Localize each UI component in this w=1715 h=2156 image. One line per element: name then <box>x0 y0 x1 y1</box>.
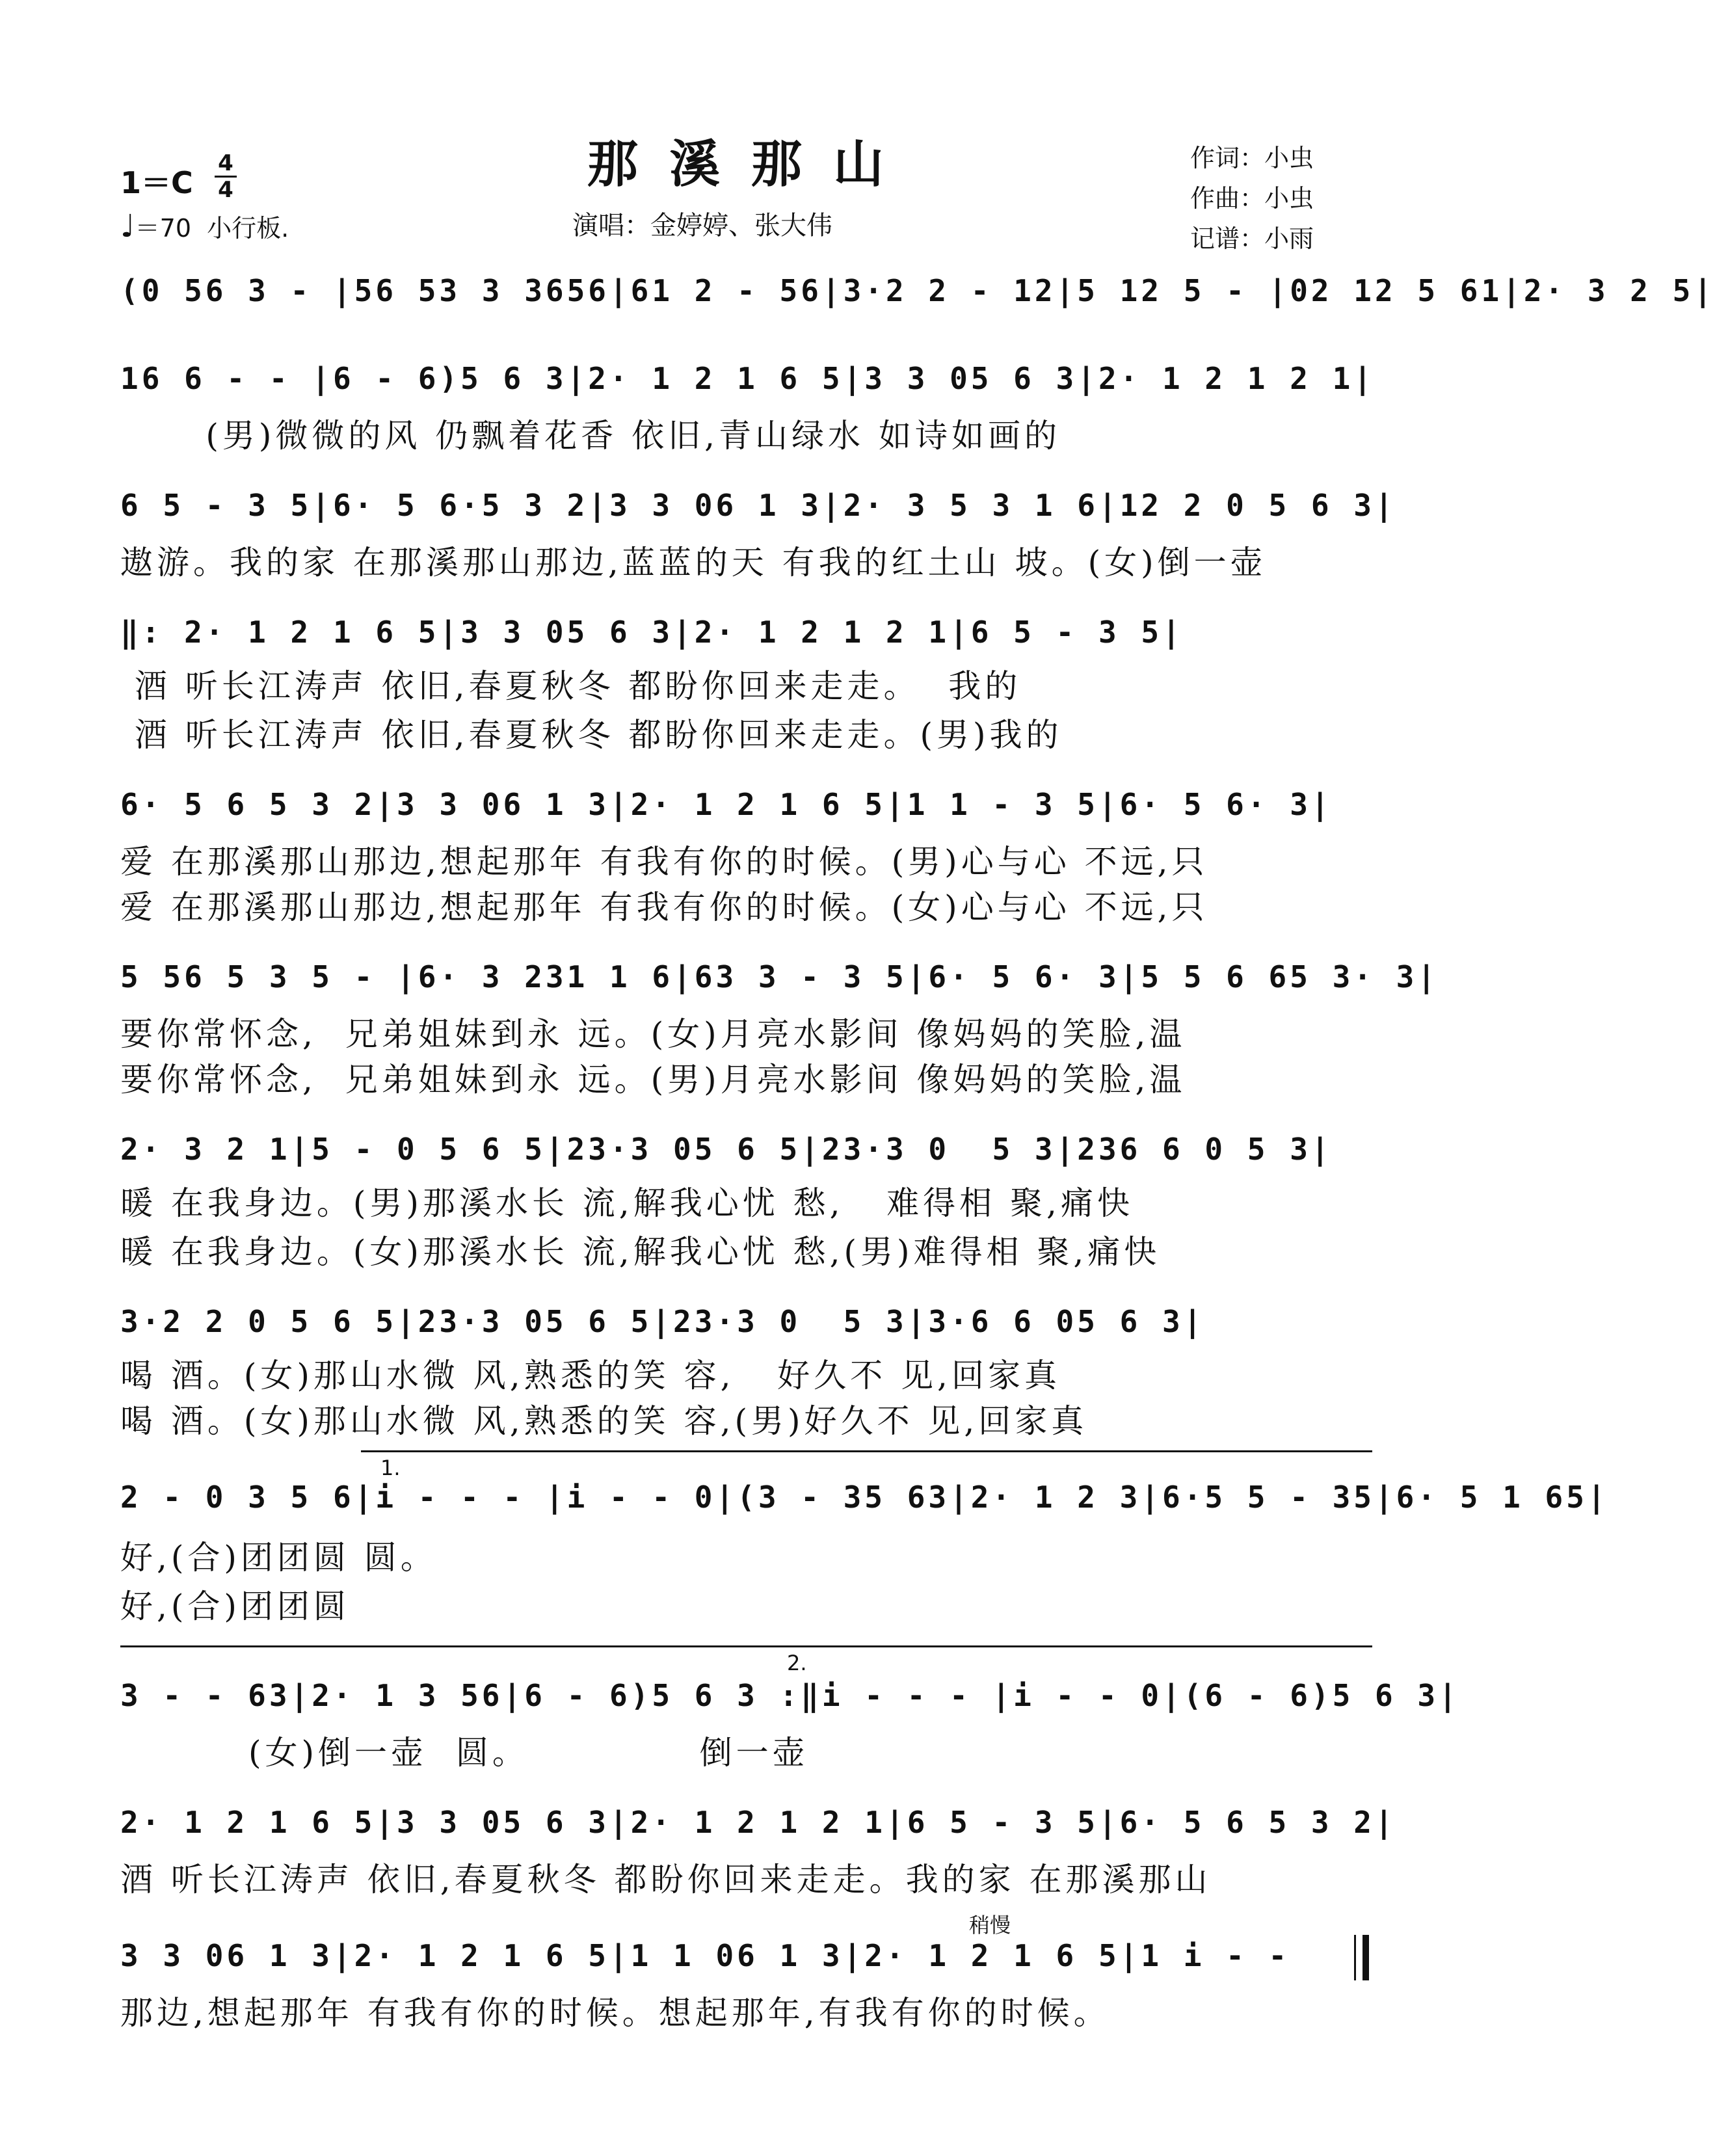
tempo-slower-mark: 稍慢 <box>969 1913 1011 1937</box>
lyric-line-5b: 爱 在那溪那山那边,想起那年 有我有你的时候。(女)心与心 不远,只 <box>120 888 1208 926</box>
score-line-2: 16 6 - - |6 - 6)5 6 3|2· 1 2 1 6 5|3 3 05 6 3|2· 1 2 1 2 1| <box>120 361 1375 396</box>
lyric-line-5a: 爱 在那溪那山那边,想起那年 有我有你的时候。(男)心与心 不远,只 <box>120 843 1208 881</box>
key-signature: 1＝C <box>120 165 193 200</box>
score-line-6: 5 56 5 3 5 - |6· 3 231 1 6|63 3 - 3 5|6· 5 6· 3|5 5 6 65 3· 3| <box>120 959 1439 994</box>
score-line-11: 2· 1 2 1 6 5|3 3 05 6 3|2· 1 2 1 2 1|6 5 - 3 5|6· 5 6 5 3 2| <box>120 1805 1396 1840</box>
lyric-line-12: 那边,想起那年 有我有你的时候。想起那年,有我有你的时候。 <box>120 1994 1110 2032</box>
volta-2-label: 2. <box>787 1651 807 1675</box>
final-barline-thin <box>1354 1935 1356 1980</box>
lyric-line-7a: 暖 在我身边。(男)那溪水长 流,解我心忧 愁, 难得相 聚,痛快 <box>120 1184 1134 1222</box>
lyric-line-2: (男)微微的风 仍飘着花香 依旧,青山绿水 如诗如画的 <box>120 417 1061 455</box>
credits <box>1190 138 1314 259</box>
score-line-4: ‖: 2· 1 2 1 6 5|3 3 05 6 3|2· 1 2 1 2 1|6 5 - 3 5| <box>120 615 1184 650</box>
volta-1-label: 1. <box>380 1456 401 1480</box>
lyric-line-10: (女)倒一壶 圆。 倒一壶 <box>120 1734 809 1772</box>
score-line-9: 2 - 0 3 5 6|i - - - |i - - 0|(3 - 35 63|2· 1 2 3|6·5 5 - 35|6· 5 1 65| <box>120 1480 1609 1515</box>
lyric-line-11: 酒 听长江涛声 依旧,春夏秋冬 都盼你回来走走。我的家 在那溪那山 <box>120 1861 1212 1898</box>
score-line-12: 3 3 06 1 3|2· 1 2 1 6 5|1 1 06 1 3|2· 1 2 1 6 5|1 i - - <box>120 1938 1290 1973</box>
lyric-line-8b: 喝 酒。(女)那山水微 风,熟悉的笑 容,(男)好久不 见,回家真 <box>120 1402 1088 1440</box>
quarter-note-icon: ♩ <box>120 208 135 245</box>
lyric-line-6a: 要你常怀念, 兄弟姐妹到永 远。(女)月亮水影间 像妈妈的笑脸,温 <box>120 1015 1186 1053</box>
singers: 演唱：金婷婷、张大伟 <box>572 211 832 241</box>
score-line-10: 3 - - 63|2· 1 3 56|6 - 6)5 6 3 :‖i - - - |i - - 0|(6 - 6)5 6 3| <box>120 1678 1460 1713</box>
composer: 作曲：小虫 <box>1190 184 1314 213</box>
meter-top: 4 <box>218 150 233 176</box>
tempo-term: 小行板. <box>207 214 289 243</box>
song-title: 那溪那山 <box>587 135 915 194</box>
lyricist: 作词：小虫 <box>1190 144 1314 172</box>
volta-2-bracket <box>120 1645 1372 1647</box>
score-line-8: 3·2 2 0 5 6 5|23·3 05 6 5|23·3 0 5 3|3·6 6 05 6 3| <box>120 1304 1205 1339</box>
lyric-line-9a: 好,(合)团团圆 圆。 <box>120 1539 437 1577</box>
transcriber: 记谱：小雨 <box>1190 224 1314 253</box>
lyric-line-4a: 酒 听长江涛声 依旧,春夏秋冬 都盼你回来走走。 我的 <box>120 667 1022 705</box>
score-line-1: (0 56 3 - |56 53 3 3656|61 2 - 56|3·2 2 - 12|5 12 5 - |02 12 5 61|2· 3 2 5| <box>120 273 1715 308</box>
final-barline-thick <box>1363 1935 1369 1980</box>
lyric-line-9b: 好,(合)团团圆 <box>120 1588 350 1625</box>
lyric-line-8a: 喝 酒。(女)那山水微 风,熟悉的笑 容, 好久不 见,回家真 <box>120 1357 1061 1394</box>
volta-1-bracket <box>361 1450 1372 1452</box>
meter-bottom: 4 <box>218 177 233 203</box>
lyric-line-7b: 暖 在我身边。(女)那溪水长 流,解我心忧 愁,(男)难得相 聚,痛快 <box>120 1233 1161 1271</box>
tempo-value: ＝70 <box>135 214 191 243</box>
lyric-line-6b: 要你常怀念, 兄弟姐妹到永 远。(男)月亮水影间 像妈妈的笑脸,温 <box>120 1061 1186 1098</box>
lyric-line-3: 遨游。我的家 在那溪那山那边,蓝蓝的天 有我的红土山 坡。(女)倒一壶 <box>120 544 1267 581</box>
score-line-7: 2· 3 2 1|5 - 0 5 6 5|23·3 05 6 5|23·3 0 5 3|236 6 0 5 3| <box>120 1132 1333 1167</box>
score-line-5: 6· 5 6 5 3 2|3 3 06 1 3|2· 1 2 1 6 5|1 1 - 3 5|6· 5 6· 3| <box>120 787 1333 822</box>
tempo-marking <box>120 208 289 245</box>
score-line-3: 6 5 - 3 5|6· 5 6·5 3 2|3 3 06 1 3|2· 3 5 3 1 6|12 2 0 5 6 3| <box>120 488 1396 523</box>
lyric-line-4b: 酒 听长江涛声 依旧,春夏秋冬 都盼你回来走走。(男)我的 <box>120 716 1063 754</box>
